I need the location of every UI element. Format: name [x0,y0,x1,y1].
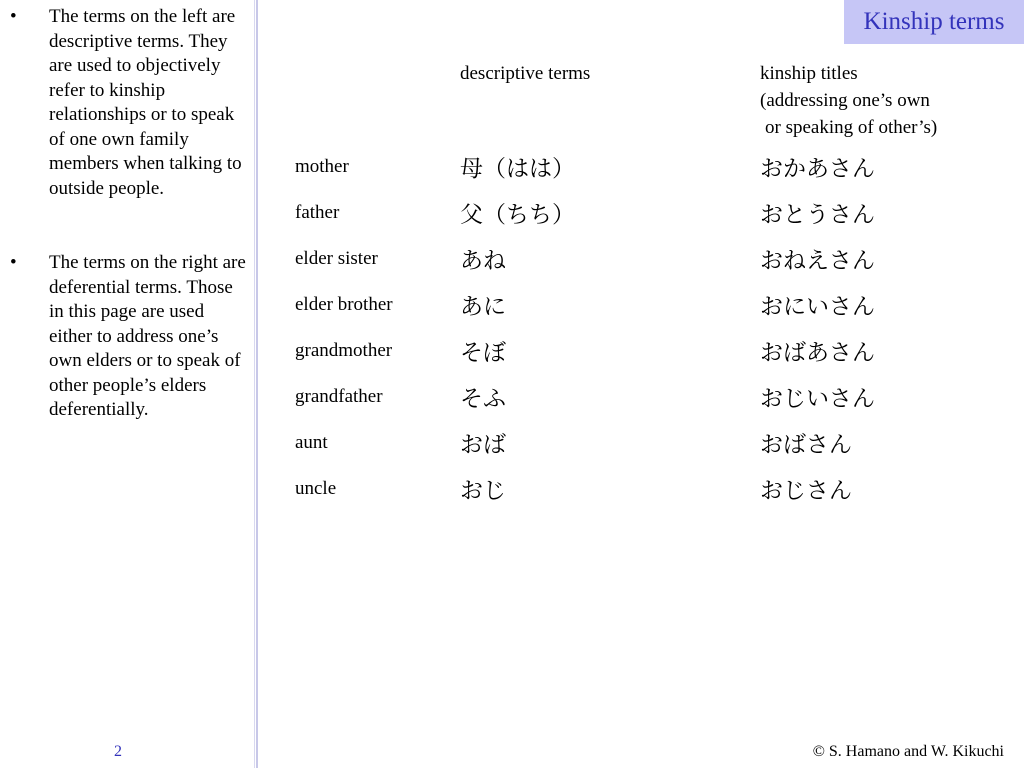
bullet-icon: • [10,6,17,27]
descriptive-term: あね [460,248,506,274]
english-term: grandfather [295,386,383,407]
english-term: elder sister [295,248,378,269]
descriptive-term: おじ [460,478,506,504]
english-term: elder brother [295,294,393,315]
notes-panel [0,0,252,768]
descriptive-term: あに [460,294,506,320]
kinship-title: おねえさん [760,248,875,274]
kinship-title: おじさん [760,478,852,504]
page-number: 2 [114,743,122,760]
page-title: Kinship terms [863,8,1005,35]
note-text-descriptive: The terms on the left are descriptive terms. They are used to objectively refer to kinship relationships or to speak of one own family members when talking to outside people. [49,6,242,199]
kinship-title: おばさん [760,432,852,458]
english-term: aunt [295,432,328,453]
descriptive-term: 母（はは） [460,156,575,182]
bullet-icon: • [10,252,17,273]
table-row [295,334,1015,380]
english-term: uncle [295,478,337,499]
table-row [295,426,1015,472]
vertical-divider [254,0,258,768]
descriptive-term: そふ [460,386,506,412]
kinship-title: おにいさん [760,294,875,320]
table-row [295,472,1015,518]
kinship-title: おじいさん [760,386,875,412]
header-kinship-titles: kinship titles [760,63,858,84]
header-kinship-titles-sub2: or speaking of other’s) [765,117,938,138]
descriptive-term: 父（ちち） [460,202,575,228]
kinship-title: おばあさん [760,340,875,366]
kinship-title: おかあさん [760,156,875,182]
title-box [844,0,1024,44]
header-kinship-titles-sub1: (addressing one’s own [760,90,930,111]
english-term: mother [295,156,349,177]
table-row [295,242,1015,288]
table-row [295,288,1015,334]
table-row [295,150,1015,196]
descriptive-term: そぼ [460,340,506,366]
header-descriptive-terms: descriptive terms [460,63,591,84]
english-term: father [295,202,340,223]
note-text-deferential: The terms on the right are deferential terms. Those in this page are used either to address one’s own elders or to speak of other people’s elders deferentially. [49,252,246,420]
english-term: grandmother [295,340,393,361]
table-row [295,380,1015,426]
descriptive-term: おば [460,432,506,458]
table-row [295,196,1015,242]
copyright: © S. Hamano and W. Kikuchi [812,743,1004,760]
kinship-title: おとうさん [760,202,875,228]
